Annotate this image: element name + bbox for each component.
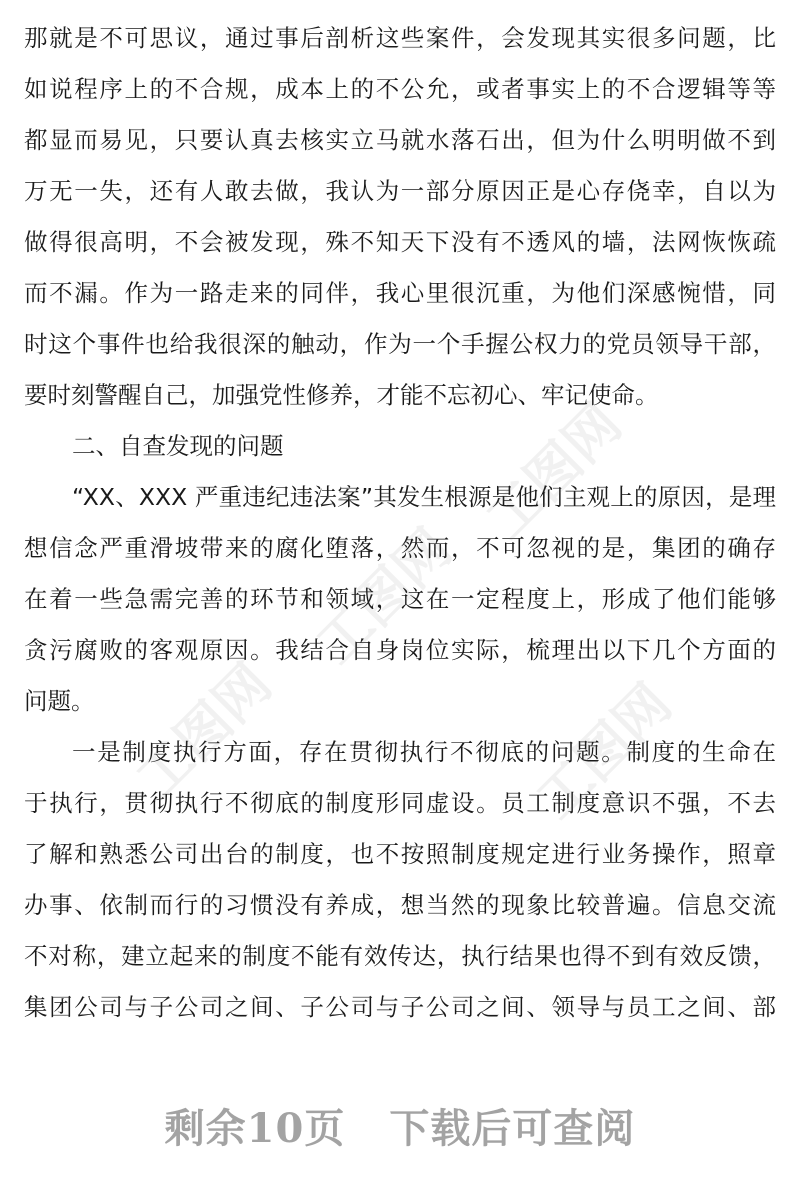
watermark: 工图网: [304, 516, 464, 676]
text-line: 时这个事件也给我很深的触动，作为一个手握公权力的党员领导干部，: [24, 330, 776, 358]
text-line: 问题。: [24, 687, 95, 715]
text-line: 而不漏。作为一路走来的同伴，我心里很沉重，为他们深感惋惜，同: [24, 279, 776, 307]
text-line: 了解和熟悉公司出台的制度，也不按照制度规定进行业务操作，照章: [24, 840, 776, 868]
text-line: “XX、XXX 严重违纪违法案”其发生根源是他们主观上的原因，是理: [72, 483, 776, 511]
text-line: 想信念严重滑坡带来的腐化堕落，然而，不可忽视的是，集团的确存: [24, 534, 776, 562]
text-line: 在着一些急需完善的环节和领域，这在一定程度上，形成了他们能够: [24, 585, 776, 613]
section-heading: 二、自查发现的问题: [72, 432, 284, 460]
text-line: 集团公司与子公司之间、子公司与子公司之间、领导与员工之间、部: [24, 993, 776, 1021]
watermark: 工图网: [524, 671, 684, 831]
text-line: 要时刻警醒自己，加强党性修养，才能不忘初心、牢记使命。: [24, 381, 659, 409]
text-line: 于执行，贯彻执行不彻底的制度形同虚设。员工制度意识不强，不去: [24, 789, 776, 817]
text-line: 如说程序上的不合规，成本上的不公允，或者事实上的不合逻辑等等: [24, 75, 776, 103]
text-line: 不对称，建立起来的制度不能有效传达，执行结果也得不到有效反馈，: [24, 942, 776, 970]
text-line: 做得很高明，不会被发现，殊不知天下没有不透风的墙，法网恢恢疏: [24, 228, 776, 256]
remaining-pages-label[interactable]: 剩余10页: [164, 1104, 346, 1152]
download-to-view-label[interactable]: 下载后可查阅: [389, 1104, 636, 1152]
text-line: 万无一失，还有人敢去做，我认为一部分原因正是心存侥幸，自以为: [24, 177, 776, 205]
watermark: 工图网: [124, 651, 284, 811]
download-banner[interactable]: [0, 1085, 800, 1165]
text-line: 都显而易见，只要认真去核实立马就水落石出，但为什么明明做不到: [24, 126, 776, 154]
text-line: 贪污腐败的客观原因。我结合自身岗位实际，梳理出以下几个方面的: [24, 636, 776, 664]
text-line: 一是制度执行方面，存在贯彻执行不彻底的问题。制度的生命在: [72, 738, 776, 766]
watermark: 工图网: [474, 391, 634, 551]
text-line: 办事、依制而行的习惯没有养成，想当然的现象比较普遍。信息交流: [24, 891, 776, 919]
text-line: 那就是不可思议，通过事后剖析这些案件，会发现其实很多问题，比: [24, 24, 776, 52]
